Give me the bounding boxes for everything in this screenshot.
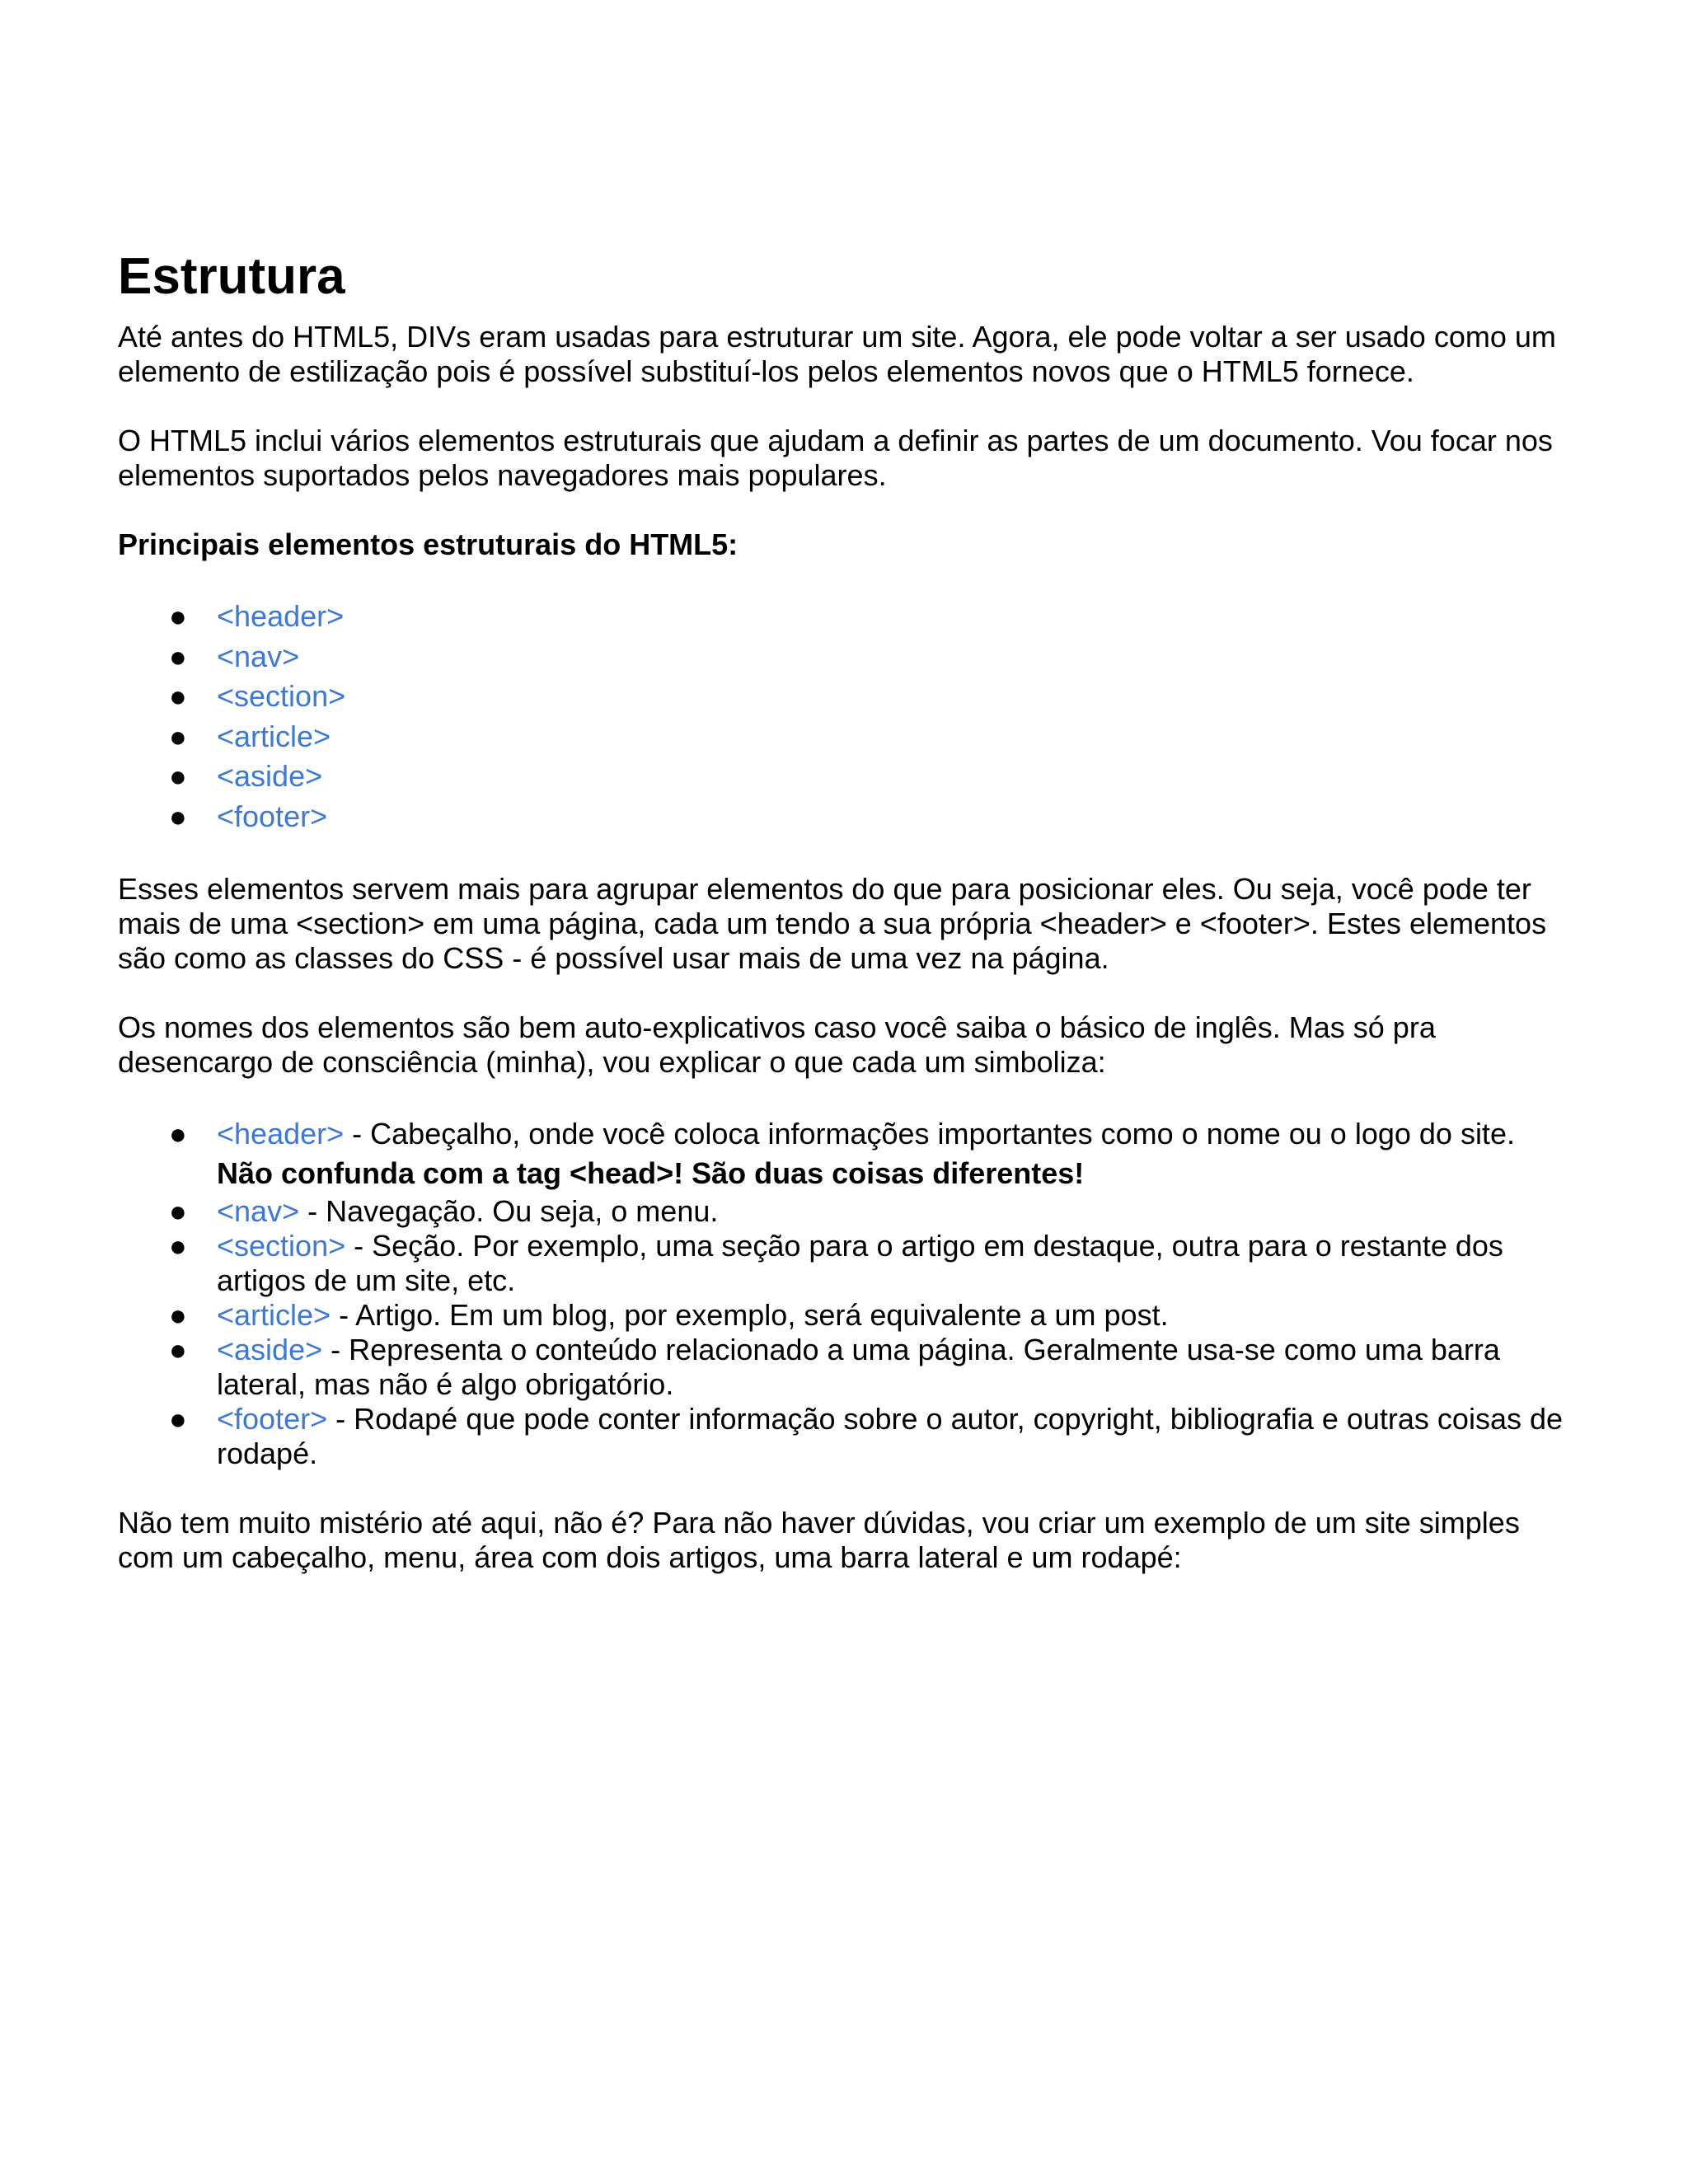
article-tag-link[interactable]: <article> bbox=[217, 719, 331, 753]
description-item-header bbox=[118, 1114, 1568, 1194]
document-content bbox=[118, 241, 1568, 1575]
description-text: - Navegação. Ou seja, o menu. bbox=[299, 1193, 719, 1228]
section-tag-link[interactable]: <section> bbox=[217, 1228, 346, 1263]
spacer bbox=[118, 493, 1568, 527]
aside-tag-link[interactable]: <aside> bbox=[217, 1332, 323, 1366]
page-title: Estrutura bbox=[118, 248, 345, 305]
bullet-icon: ● bbox=[169, 1228, 187, 1263]
description-item-aside bbox=[118, 1333, 1568, 1402]
description-item-footer bbox=[118, 1402, 1568, 1471]
list-item bbox=[118, 717, 1568, 757]
warning-text: Não confunda com a tag <head>! São duas coisas diferentes! bbox=[217, 1156, 1085, 1191]
nav-tag-link[interactable]: <nav> bbox=[217, 639, 300, 673]
bullet-icon: ● bbox=[169, 639, 187, 673]
element-descriptions-list bbox=[118, 1114, 1568, 1471]
bullet-icon: ● bbox=[169, 799, 187, 833]
description-text: - Seção. Por exemplo, uma seção para o artigo em destaque, outra para o restante dos artigos de um site, etc. bbox=[217, 1228, 1503, 1297]
footer-tag-link[interactable]: <footer> bbox=[217, 799, 328, 833]
bullet-icon: ● bbox=[169, 599, 187, 633]
list-item bbox=[118, 597, 1568, 637]
header-tag-link[interactable]: <header> bbox=[217, 599, 345, 633]
list-item bbox=[118, 797, 1568, 837]
section-tag-link[interactable]: <section> bbox=[217, 679, 346, 714]
main-elements-heading: Principais elementos estruturais do HTML5: bbox=[118, 527, 738, 561]
spacer bbox=[118, 389, 1568, 424]
description-item-section bbox=[118, 1229, 1568, 1298]
list-item bbox=[118, 757, 1568, 797]
nav-tag-link[interactable]: <nav> bbox=[217, 1193, 300, 1228]
body-paragraph-3: Esses elementos servem mais para agrupar elementos do que para posicionar eles. Ou seja, você pode ter mais de uma <section> em uma página, cada um tendo a sua própria <header> e <footer>. Estes elementos são como as classes do CSS - é possível usar mais de uma vez na página. bbox=[118, 871, 1547, 975]
main-elements-list bbox=[118, 597, 1568, 837]
bullet-icon: ● bbox=[169, 1193, 187, 1228]
spacer bbox=[118, 976, 1568, 1010]
list-item bbox=[118, 637, 1568, 677]
spacer bbox=[118, 562, 1568, 597]
description-item-nav bbox=[118, 1194, 1568, 1229]
closing-paragraph: Não tem muito mistério até aqui, não é? Para não haver dúvidas, vou criar um exemplo de um site simples com um cabeçalho, menu, área com dois artigos, uma barra lateral e um rodapé: bbox=[118, 1505, 1520, 1574]
bullet-icon: ● bbox=[169, 1401, 187, 1436]
bullet-icon: ● bbox=[169, 1297, 187, 1332]
description-text: - Artigo. Em um blog, por exemplo, será equivalente a um post. bbox=[331, 1297, 1169, 1332]
bullet-icon: ● bbox=[169, 1116, 187, 1151]
spacer bbox=[118, 1471, 1568, 1506]
intro-paragraph-2: O HTML5 inclui vários elementos estruturais que ajudam a definir as partes de um documento. Vou focar nos elementos suportados pelos navegadores mais populares. bbox=[118, 424, 1553, 492]
intro-paragraph-1: Até antes do HTML5, DIVs eram usadas para estruturar um site. Agora, ele pode voltar a ser usado como um elemento de estilização pois é possível substituí-los pelos elementos novos que o HTML5 fornece. bbox=[118, 320, 1556, 388]
bullet-icon: ● bbox=[169, 719, 187, 753]
article-tag-link[interactable]: <article> bbox=[217, 1297, 331, 1332]
description-text: - Rodapé que pode conter informação sobre o autor, copyright, bibliografia e outras coisas de rodapé. bbox=[217, 1401, 1564, 1470]
spacer bbox=[118, 1080, 1568, 1114]
bullet-icon: ● bbox=[169, 1332, 187, 1366]
bullet-icon: ● bbox=[169, 759, 187, 794]
list-item bbox=[118, 677, 1568, 717]
body-paragraph-4: Os nomes dos elementos são bem auto-explicativos caso você saiba o básico de inglês. Mas só pra desencargo de consciência (minha), vou explicar o que cada um simboliza: bbox=[118, 1010, 1436, 1079]
description-text: - Representa o conteúdo relacionado a uma página. Geralmente usa-se como uma barra lateral, mas não é algo obrigatório. bbox=[217, 1332, 1500, 1401]
header-tag-link[interactable]: <header> bbox=[217, 1116, 345, 1151]
spacer bbox=[118, 837, 1568, 872]
bullet-icon: ● bbox=[169, 679, 187, 714]
aside-tag-link[interactable]: <aside> bbox=[217, 759, 323, 794]
description-text: - Cabeçalho, onde você coloca informações importantes como o nome ou o logo do site. bbox=[344, 1116, 1515, 1151]
footer-tag-link[interactable]: <footer> bbox=[217, 1401, 328, 1436]
description-item-article bbox=[118, 1298, 1568, 1333]
